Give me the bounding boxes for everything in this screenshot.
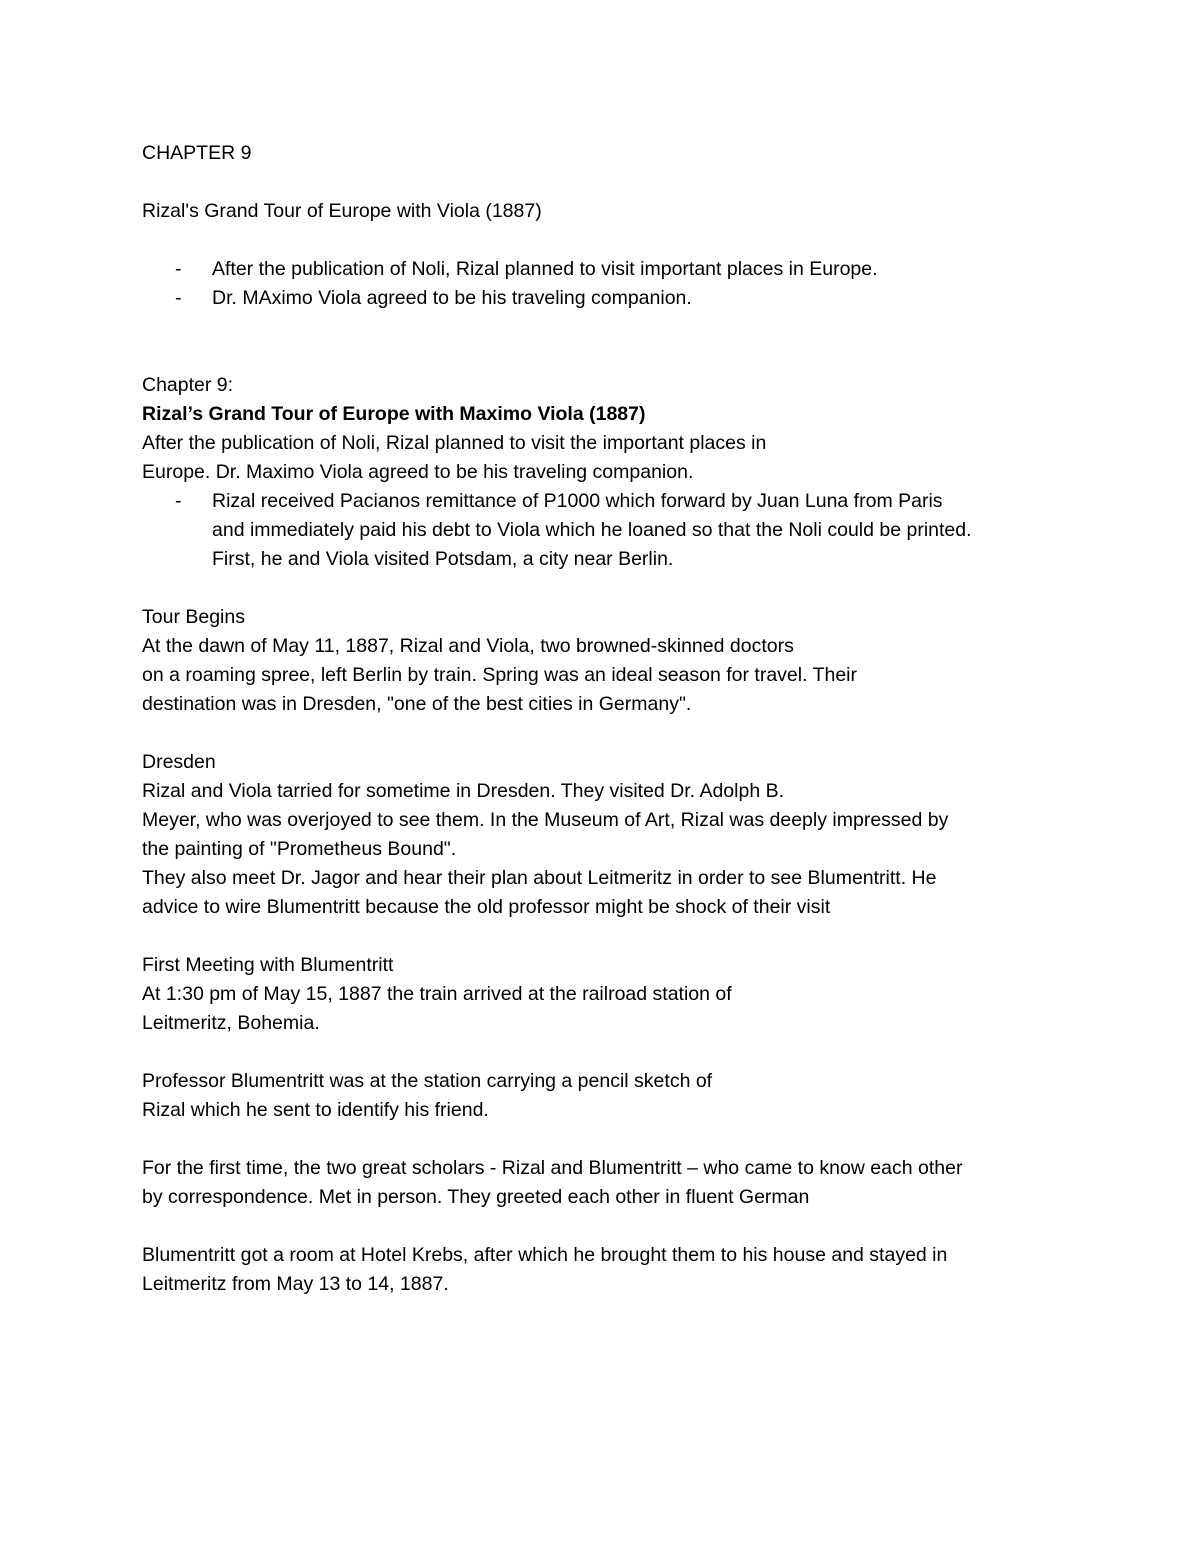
paragraph-line: For the first time, the two great scholars - Rizal and Blumentritt – who came to know each other (142, 1157, 963, 1179)
spacer (142, 1038, 1062, 1067)
paragraph-line: Europe. Dr. Maximo Viola agreed to be his traveling companion. (142, 461, 694, 483)
chapter-label: Chapter 9: (142, 374, 234, 396)
bullet-dash: - (175, 287, 182, 309)
paragraph-line: They also meet Dr. Jagor and hear their plan about Leitmeritz in order to see Blumentritt. He (142, 867, 937, 889)
paragraph-line: At the dawn of May 11, 1887, Rizal and Viola, two browned-skinned doctors (142, 635, 794, 657)
paragraph-line: Leitmeritz, Bohemia. (142, 1012, 320, 1034)
bullet-dash: - (175, 490, 182, 512)
spacer (142, 719, 1062, 748)
paragraph-line: advice to wire Blumentritt because the old professor might be shock of their visit (142, 896, 831, 918)
list-item (142, 284, 1062, 313)
section-heading-meeting: First Meeting with Blumentritt (142, 954, 394, 976)
paragraph-line: At 1:30 pm of May 15, 1887 the train arrived at the railroad station of (142, 983, 732, 1005)
list-item-text (212, 487, 1062, 574)
paragraph-line: Professor Blumentritt was at the station carrying a pencil sketch of (142, 1070, 713, 1092)
spacer (142, 1125, 1062, 1154)
paragraph-line: destination was in Dresden, "one of the best cities in Germany". (142, 693, 692, 715)
chapter-title: Rizal’s Grand Tour of Europe with Maximo Viola (1887) (142, 403, 646, 425)
list-item-line: First, he and Viola visited Potsdam, a city near Berlin. (212, 548, 674, 570)
paragraph-line: After the publication of Noli, Rizal planned to visit the important places in (142, 432, 767, 454)
list-item-text: Dr. MAximo Viola agreed to be his traveling companion. (212, 287, 692, 309)
paragraph-line: Rizal which he sent to identify his friend. (142, 1099, 489, 1121)
spacer (142, 574, 1062, 603)
spacer (142, 922, 1062, 951)
list-item-line: and immediately paid his debt to Viola which he loaned so that the Noli could be printed. (212, 519, 972, 541)
section-heading-tour: Tour Begins (142, 606, 245, 628)
section-heading-dresden: Dresden (142, 751, 216, 773)
spacer (142, 1212, 1062, 1241)
paragraph-line: Rizal and Viola tarried for sometime in Dresden. They visited Dr. Adolph B. (142, 780, 785, 802)
paragraph-line: Leitmeritz from May 13 to 14, 1887. (142, 1273, 449, 1295)
list-item-text: After the publication of Noli, Rizal planned to visit important places in Europe. (212, 258, 878, 280)
bullet-dash: - (175, 258, 182, 280)
paragraph-line: by correspondence. Met in person. They greeted each other in fluent German (142, 1186, 810, 1208)
spacer (142, 226, 1062, 255)
paragraph-line: the painting of "Prometheus Bound". (142, 838, 457, 860)
document-title: Rizal's Grand Tour of Europe with Viola (1887) (142, 200, 542, 222)
list-item (142, 255, 1062, 284)
chapter-heading: CHAPTER 9 (142, 142, 252, 164)
paragraph-line: Meyer, who was overjoyed to see them. In the Museum of Art, Rizal was deeply impressed by (142, 809, 949, 831)
list-item (142, 487, 1062, 574)
paragraph-line: on a roaming spree, left Berlin by train. Spring was an ideal season for travel. Their (142, 664, 858, 686)
spacer (142, 313, 1062, 371)
list-item-line: Rizal received Pacianos remittance of P1000 which forward by Juan Luna from Paris (212, 490, 943, 512)
spacer (142, 168, 1062, 197)
document-page (142, 139, 1062, 1299)
paragraph-line: Blumentritt got a room at Hotel Krebs, after which he brought them to his house and stayed in (142, 1244, 948, 1266)
